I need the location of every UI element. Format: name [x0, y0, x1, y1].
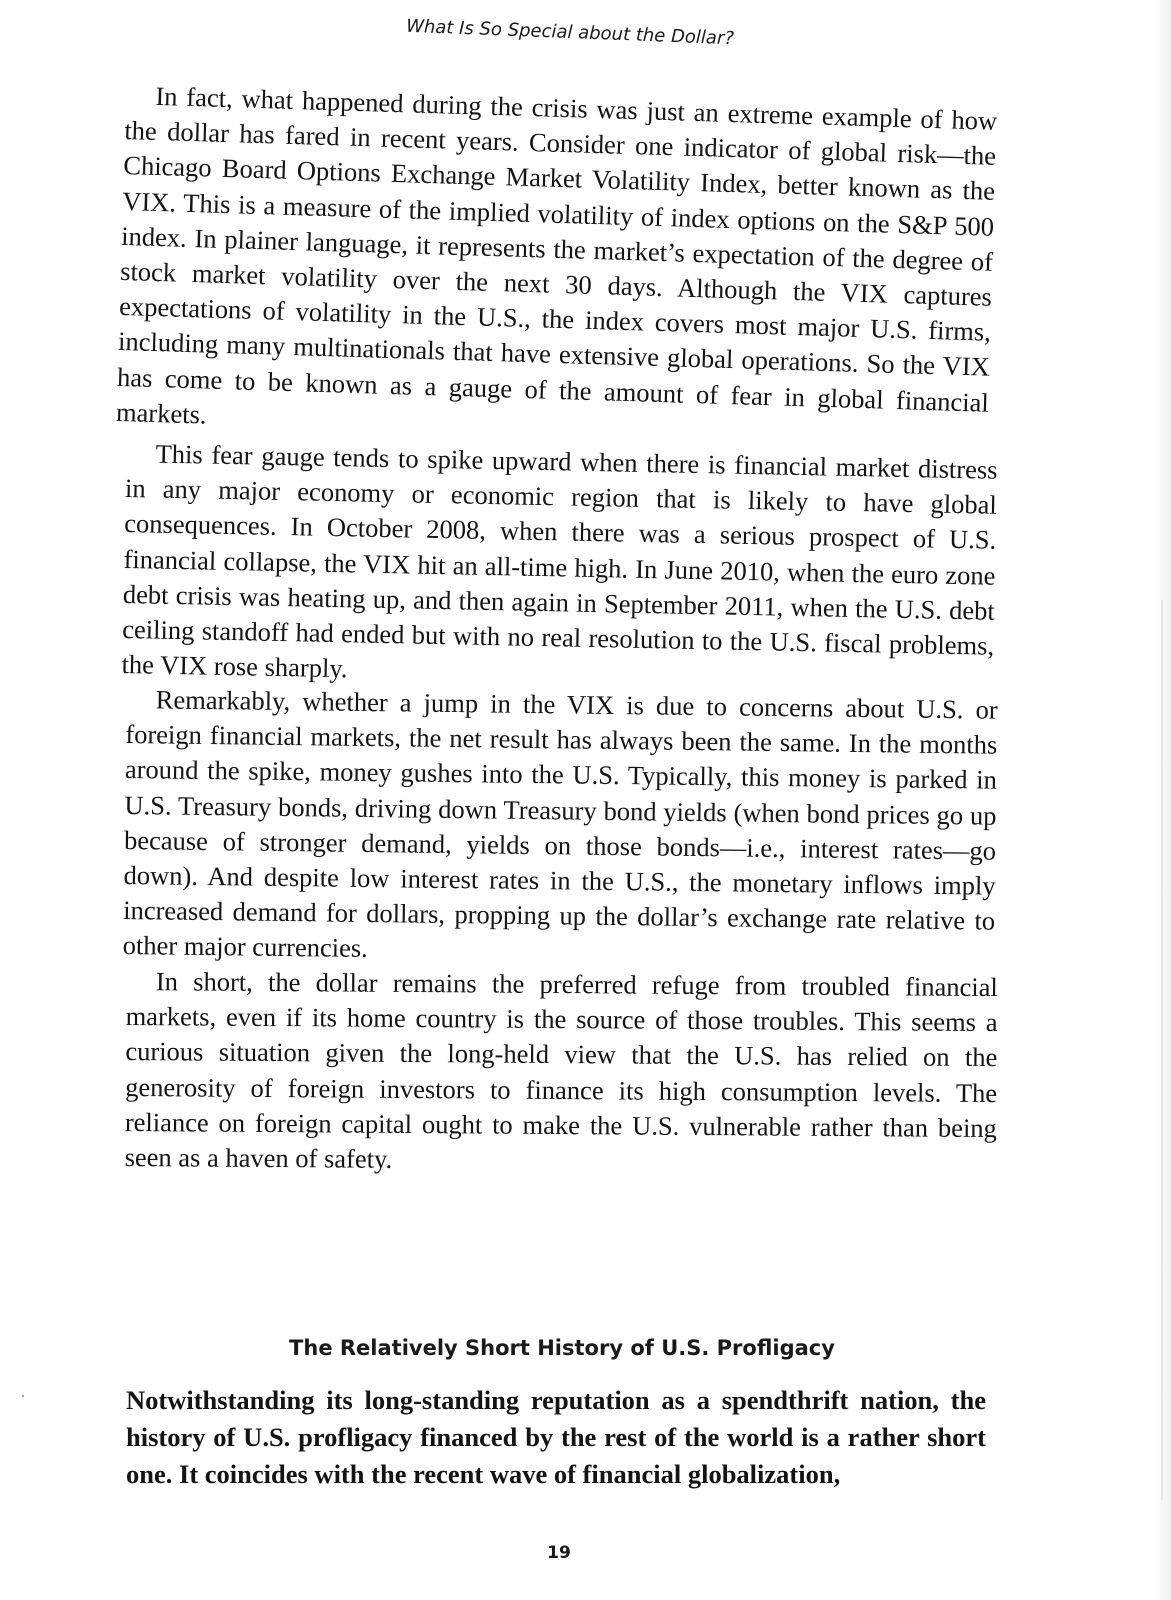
running-head: What Is So Special about the Dollar?: [405, 15, 735, 50]
section-heading: The Relatively Short History of U.S. Profligacy: [289, 1336, 835, 1360]
paragraph-4: In short, the dollar remains the preferred refuge from troubled financial markets, even if its home country is the source of those troubles. This seems a curious situation given the long-held view that the U.S. has relied on the generosity of foreign investors to finance its high consumption levels. The reliance on foreign capital ought to make the U.S. vulnerable rather than being seen as a haven of safety.: [124, 966, 998, 1174]
section-body: [126, 1382, 986, 1493]
section-paragraph: Notwithstanding its long-standing reputation as a spendthrift nation, the history of U.S. profligacy financed by the rest of the world is a rather short one. It coincides with the recent wave of financial globalization,: [126, 1385, 986, 1489]
page-number: 19: [547, 1543, 571, 1563]
page-edge-mark: [1161, 600, 1163, 1500]
paragraph-3: Remarkably, whether a jump in the VIX is due to concerns about U.S. or foreign financial markets, the net result has always been the same. In the months around the spike, money gushes into the U.S. Typically, this money is parked in U.S. Treasury bonds, driving down Treasury bond yields (when bond prices go up because of stronger demand, yields on those bonds—i.e., interest rates—go down). And despite low interest rates in the U.S., the monetary inflows imply increased demand for dollars, propping up the dollar’s exchange rate relative to other major currencies.: [122, 684, 998, 964]
body-text: [115, 78, 998, 1175]
paragraph-1: In fact, what happened during the crisis was just an extreme example of how the dollar has fared in recent years. Consider one indicator of global risk—the Chicago Board Options Exchange Market Volatility Index, better known as the VIX. This is a measure of the implied volatility of index options on the S&P 500 index. In plainer language, it represents the market’s expectation of the degree of stock market volatility over the next 30 days. Although the VIX captures expectations of volatility in the U.S., the index covers most major U.S. firms, including many multinationals that have extensive global operations. So the VIX has come to be known as a gauge of the amount of fear in global financial markets.: [115, 80, 998, 430]
paragraph-2: This fear gauge tends to spike upward when there is financial market distress in any major economy or economic region that is likely to have global consequences. In October 2008, when there was a serious prospect of U.S. financial collapse, the VIX hit an all-time high. In June 2010, when the euro zone debt crisis was heating up, and then again in September 2011, when the U.S. debt ceiling standoff had ended but with no real resolution to the U.S. fiscal problems, the VIX rose sharply.: [121, 438, 998, 684]
scan-speck: [22, 1395, 24, 1397]
